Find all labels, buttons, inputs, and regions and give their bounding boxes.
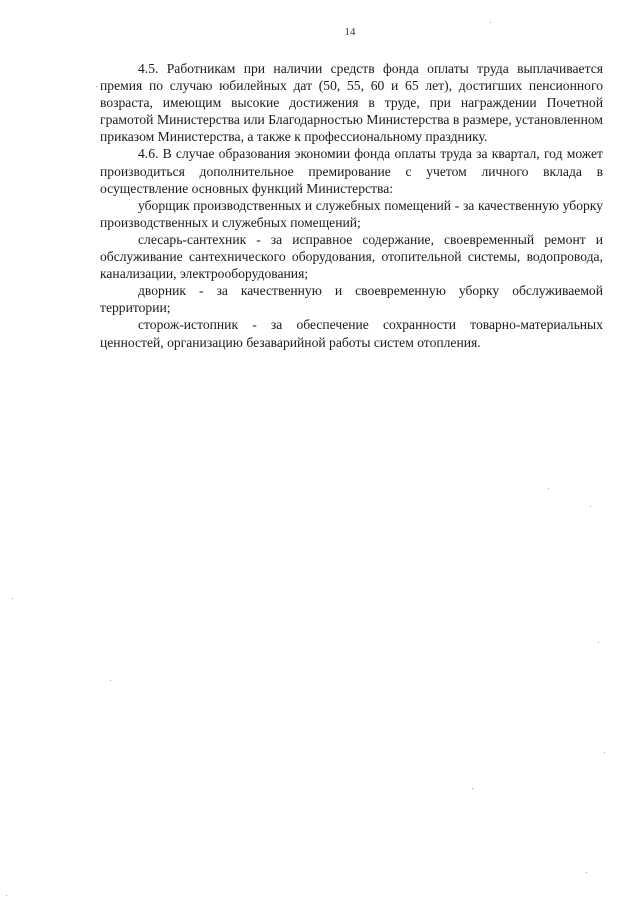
- document-body: [100, 60, 603, 351]
- scan-speck: [12, 598, 13, 599]
- scan-speck: [548, 488, 549, 489]
- scan-speck: [590, 506, 591, 507]
- page-number: 14: [344, 26, 356, 38]
- scan-speck: [490, 22, 491, 23]
- paragraph-janitor: дворник - за качественную и своевременную уборку обслуживаемой территории;: [100, 283, 603, 316]
- scan-speck: [110, 680, 111, 681]
- paragraph-cleaner: уборщик производственных и служебных помещений - за качественную уборку производственных и служебных помещений;: [100, 197, 603, 230]
- paragraph-4-6: 4.6. В случае образования экономии фонда оплаты труда за квартал, год может производиться дополнительное премирование с учетом личного вклада в осуществление основных функций Министерства:: [100, 146, 603, 196]
- paragraph-watchman: сторож-истопник - за обеспечение сохранности товарно-материальных ценностей, организацию безаварийной работы систем отопления.: [100, 317, 603, 350]
- scan-speck: [586, 872, 587, 873]
- scan-speck: [472, 788, 473, 789]
- paragraph-4-5: 4.5. Работникам при наличии средств фонда оплаты труда выплачивается премия по случаю юбилейных дат (50, 55, 60 и 65 лет), достигших пенсионного возраста, имеющим высокие достижения в труде, при награждении Почетной грамотой Министерства или Благодарностью Министерства в размере, установленном приказом Министерства, а также к профессиональному празднику.: [100, 61, 603, 145]
- paragraph-plumber: слесарь-сантехник - за исправное содержание, своевременный ремонт и обслуживание сантехнического оборудования, отопительной системы, водопровода, канализации, электрооборудования;: [100, 231, 603, 282]
- scan-speck: [6, 895, 7, 896]
- scan-speck: [96, 86, 97, 87]
- scan-speck: [598, 642, 599, 643]
- scan-speck: [604, 752, 605, 753]
